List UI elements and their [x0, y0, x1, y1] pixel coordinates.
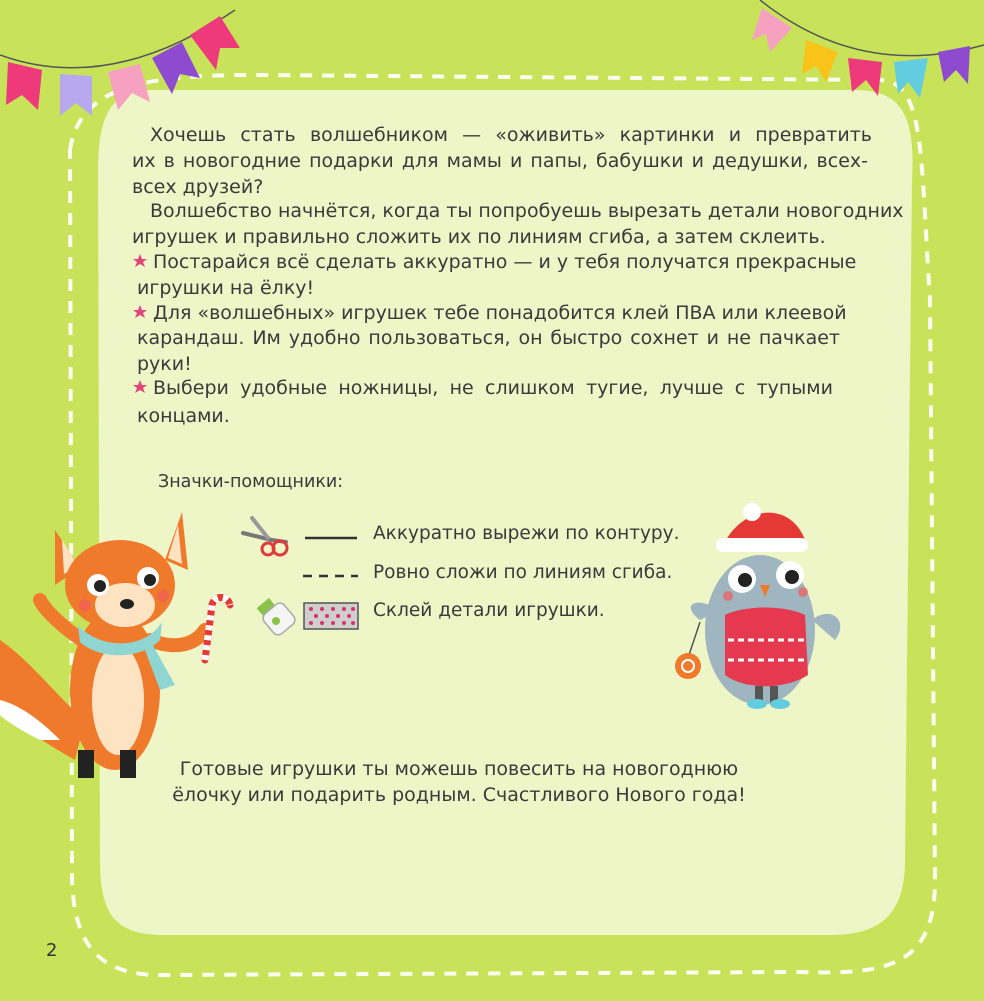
tip3-line: Выбери удобные ножницы, не слишком тугие, лучше с тупыми — [153, 377, 833, 399]
tip2-line: Для «волшебных» игрушек тебе понадобится клей ПВА или клеевой — [153, 302, 847, 324]
intro-p2-line: Волшебство начнётся, когда ты попробуешь вырезать детали новогодних — [150, 200, 904, 222]
intro-p1-last: всех друзей? — [132, 176, 264, 198]
helpers-title: Значки-помощники: — [158, 472, 344, 492]
tip1-last: игрушки на ёлку! — [137, 277, 315, 299]
legend-glue: Склей детали игрушки. — [373, 600, 605, 621]
legend-fold: Ровно сложи по линиям сгиба. — [373, 562, 673, 583]
tip3-last: концами. — [137, 405, 230, 427]
tip2-last: руки! — [137, 353, 192, 375]
tip1-line: Постарайся всё сделать аккуратно — и у тебя получатся прекрасные — [153, 251, 857, 273]
intro-p1-line: их в новогодние подарки для мамы и папы, бабушки и дедушки, всех- — [132, 150, 868, 172]
page-number: 2 — [46, 940, 58, 961]
glue-area-icon — [304, 603, 358, 629]
legend-cut: Аккуратно вырежи по контуру. — [373, 523, 680, 544]
closing-text: Готовые игрушки ты можешь повесить на новогоднюю ёлочку или подарить родным. Счастливого Нового года! — [172, 758, 746, 806]
intro-p2-line: игрушек и правильно сложить их по линиям сгиба, а затем склеить. — [132, 226, 826, 248]
intro-p1-line: Хочешь стать волшебником — «оживить» картинки и превратить — [150, 124, 872, 146]
bunting-right — [752, 0, 984, 98]
tip2-line: карандаш. Им удобно пользоваться, он быстро сохнет и не пачкает — [137, 327, 840, 349]
